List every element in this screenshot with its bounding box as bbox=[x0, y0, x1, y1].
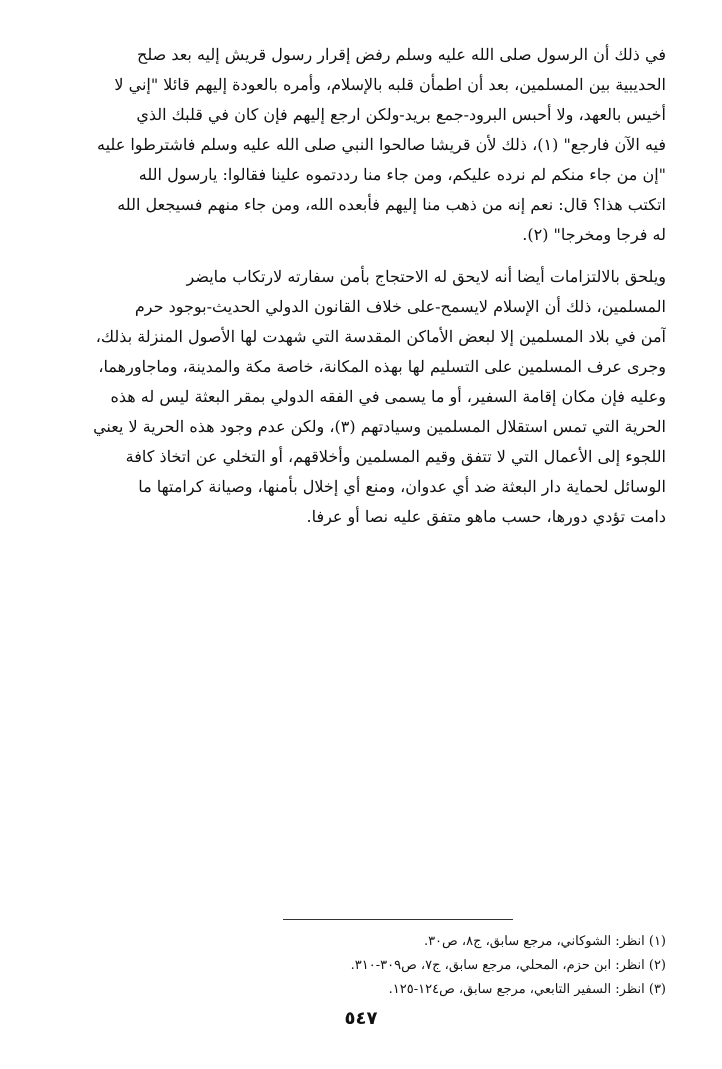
text-line: فيه الآن فارجع" (١)، ذلك لأن قريشا صالحوا النبي صلى الله عليه وسلم فاشترطوا عليه bbox=[97, 135, 666, 154]
page-number: ٥٤٧ bbox=[344, 1008, 378, 1029]
body-paragraph-2 bbox=[78, 262, 666, 532]
body-paragraph-1 bbox=[78, 40, 666, 250]
footnote-item: (٢) انظر: ابن حزم، المحلي، مرجع سابق، ج٧، ص٣٠٩-٣١٠. bbox=[350, 958, 666, 973]
text-line: وجرى عرف المسلمين على التسليم لها بهذه المكانة، خاصة مكة والمدينة، وماجاورهما، bbox=[98, 357, 666, 376]
text-line: دامت تؤدي دورها، حسب ماهو متفق عليه نصا أو عرفا. bbox=[306, 507, 666, 526]
text-line: الحرية التي تمس استقلال المسلمين وسيادتهم (٣)، ولكن عدم وجود هذه الحرية لا يعني bbox=[93, 417, 666, 436]
footnotes-list bbox=[78, 930, 666, 1002]
text-line: اتكتب هذا؟ قال: نعم إنه من ذهب منا إليهم فأبعده الله، ومن جاء منهم فسيجعل الله bbox=[117, 195, 666, 214]
text-line: في ذلك أن الرسول صلى الله عليه وسلم رفض إقرار رسول قريش إليه بعد صلح bbox=[137, 45, 666, 64]
text-line: اللجوء إلى الأعمال التي لا تتفق وقيم المسلمين وأخلاقهم، أو التخلي عن اتخاذ كافة bbox=[125, 447, 666, 466]
text-line: آمن في بلاد المسلمين إلا لبعض الأماكن المقدسة التي شهدت لها الأصول المنزلة بذلك، bbox=[95, 327, 666, 346]
text-line: وعليه فإن مكان إقامة السفير، أو ما يسمى في الفقه الدولي بمقر البعثة ليس له هذه bbox=[110, 387, 666, 406]
footnote-item: (١) انظر: الشوكاني، مرجع سابق، ج٨، ص٣٠. bbox=[423, 934, 666, 949]
footnote-separator bbox=[283, 919, 513, 920]
text-line: المسلمين، ذلك أن الإسلام لايسمح-على خلاف القانون الدولي الحديث-بوجود حرم bbox=[134, 297, 666, 316]
text-line: أخيس بالعهد، ولا أحبس البرود-جمع بريد-ولكن ارجع إليهم فإن كان في قلبك الذي bbox=[136, 105, 666, 124]
text-line: له فرجا ومخرجا" (٢). bbox=[522, 225, 666, 244]
text-line: الوسائل لحماية دار البعثة ضد أي عدوان، ومنع أي إخلال بأمنها، وصيانة كرامتها ما bbox=[138, 477, 666, 496]
text-line: الحديبية بين المسلمين، بعد أن اطمأن قلبه بالإسلام، وأمره بالعودة إليهم قائلا "إني لا bbox=[114, 75, 666, 94]
text-line: "إن من جاء منكم لم نرده عليكم، ومن جاء منا رددتموه علينا فقالوا: يارسول الله bbox=[138, 165, 666, 184]
footnote-item: (٣) انظر: السفير التابعي، مرجع سابق، ص١٢٤-١٢٥. bbox=[388, 982, 666, 997]
text-line: ويلحق بالالتزامات أيضا أنه لايحق له الاحتجاج بأمن سفارته لارتكاب مايضر bbox=[186, 267, 666, 286]
